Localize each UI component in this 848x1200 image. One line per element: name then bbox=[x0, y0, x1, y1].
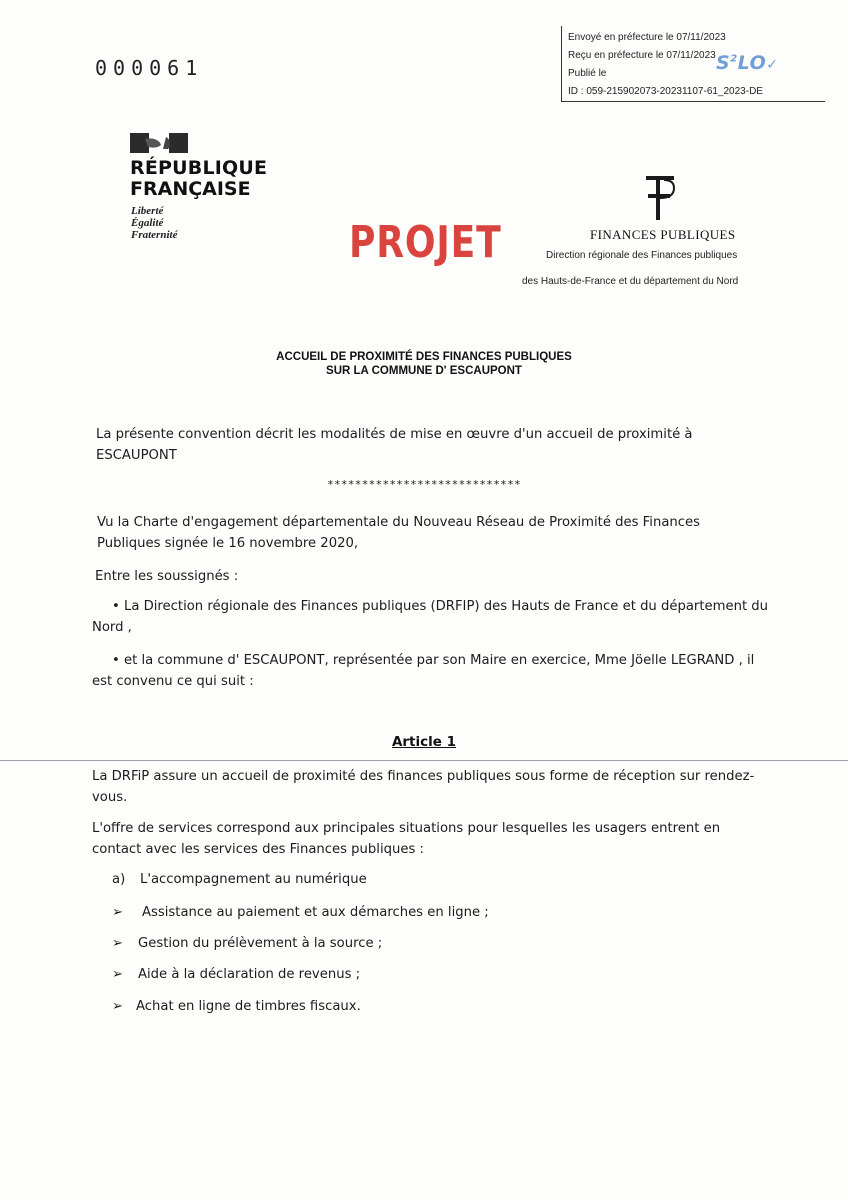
stamp-id-line: ID : 059-215902073-20231107-61_2023-DE bbox=[568, 86, 763, 97]
prefecture-stamp-box bbox=[561, 26, 825, 102]
vu-line2: Publiques signée le 16 novembre 2020, bbox=[97, 536, 359, 551]
party2-paragraph bbox=[92, 650, 754, 692]
article1-paragraph2 bbox=[92, 818, 720, 860]
article1-p2-line1: L'offre de services correspond aux principales situations pour lesquelles les usagers entrent en bbox=[92, 821, 721, 836]
republique-title-line2: FRANÇAISE bbox=[130, 178, 251, 200]
party2-line1: • et la commune d' ESCAUPONT, représentée par son Maire en exercice, Mme Jöelle LEGRAND , il bbox=[112, 653, 755, 668]
devise-fraternite: Fraternité bbox=[131, 229, 178, 241]
article1-title: Article 1 bbox=[391, 734, 457, 750]
list-item-text: Aide à la déclaration de revenus ; bbox=[138, 967, 361, 982]
document-heading bbox=[0, 350, 848, 378]
list-item-a-marker: a) bbox=[112, 872, 126, 887]
party1-line2: Nord , bbox=[92, 620, 132, 635]
arrow-bullet-icon: ➢ bbox=[112, 936, 124, 951]
finances-subtitle-line1: Direction régionale des Finances publiques bbox=[546, 250, 738, 261]
document-number: 000061 bbox=[95, 56, 204, 80]
list-item-a bbox=[112, 872, 367, 887]
party2-line2: est convenu ce qui suit : bbox=[92, 674, 254, 689]
list-item-text: Assistance au paiement et aux démarches en ligne ; bbox=[142, 905, 489, 920]
list-item bbox=[112, 905, 489, 920]
devise-egalite: Égalité bbox=[131, 217, 164, 229]
vu-line1: Vu la Charte d'engagement départementale du Nouveau Réseau de Proximité des Finances bbox=[97, 515, 700, 530]
intro-paragraph bbox=[96, 424, 693, 466]
entre-paragraph: Entre les soussignés : bbox=[95, 569, 239, 584]
projet-stamp: PROJET bbox=[349, 217, 502, 268]
list-item-text: Achat en ligne de timbres fiscaux. bbox=[136, 999, 361, 1014]
party1-paragraph bbox=[92, 596, 768, 638]
list-item-a-text: L'accompagnement au numérique bbox=[140, 872, 367, 887]
republique-title-line1: RÉPUBLIQUE bbox=[130, 157, 268, 179]
arrow-bullet-icon: ➢ bbox=[112, 999, 124, 1014]
separator-stars: **************************** bbox=[327, 478, 521, 491]
list-item bbox=[112, 936, 382, 951]
list-item bbox=[112, 999, 361, 1014]
devise-liberte: Liberté bbox=[131, 205, 164, 217]
party1-line1: • La Direction régionale des Finances publiques (DRFIP) des Hauts de France et du département du bbox=[112, 599, 769, 614]
republique-devise bbox=[131, 205, 177, 241]
stamp-received-line: Reçu en préfecture le 07/11/2023 bbox=[568, 50, 716, 61]
list-item-text: Gestion du prélèvement à la source ; bbox=[138, 936, 383, 951]
arrow-bullet-icon: ➢ bbox=[112, 967, 124, 982]
heading-line2: SUR LA COMMUNE D' ESCAUPONT bbox=[326, 365, 522, 377]
vu-paragraph bbox=[97, 512, 700, 554]
article1-p1-line2: vous. bbox=[92, 790, 128, 805]
article1-p2-line2: contact avec les services des Finances publiques : bbox=[92, 842, 424, 857]
article1-paragraph1 bbox=[92, 766, 754, 808]
intro-line1: La présente convention décrit les modalités de mise en œuvre d'un accueil de proximité à bbox=[96, 427, 693, 442]
s2lo-logo: $S^2LO✓$ bbox=[716, 52, 779, 74]
horizontal-divider bbox=[0, 760, 848, 761]
finances-publiques-title: FINANCES PUBLIQUES bbox=[590, 227, 736, 242]
stamp-published-line: Publié le bbox=[568, 68, 607, 79]
finances-subtitle-line2: des Hauts-de-France et du département du Nord bbox=[522, 276, 739, 287]
heading-line1: ACCUEIL DE PROXIMITÉ DES FINANCES PUBLIQUES bbox=[276, 351, 572, 363]
list-item bbox=[112, 967, 360, 982]
article1-p1-line1: La DRFiP assure un accueil de proximité des finances publiques sous forme de réception sur rendez- bbox=[92, 769, 755, 784]
arrow-bullet-icon: ➢ bbox=[112, 905, 124, 920]
stamp-sent-line: Envoyé en préfecture le 07/11/2023 bbox=[568, 32, 726, 43]
marianne-logo-icon bbox=[130, 133, 188, 153]
intro-line2: ESCAUPONT bbox=[96, 448, 177, 463]
finances-publiques-logo-icon bbox=[636, 172, 682, 222]
